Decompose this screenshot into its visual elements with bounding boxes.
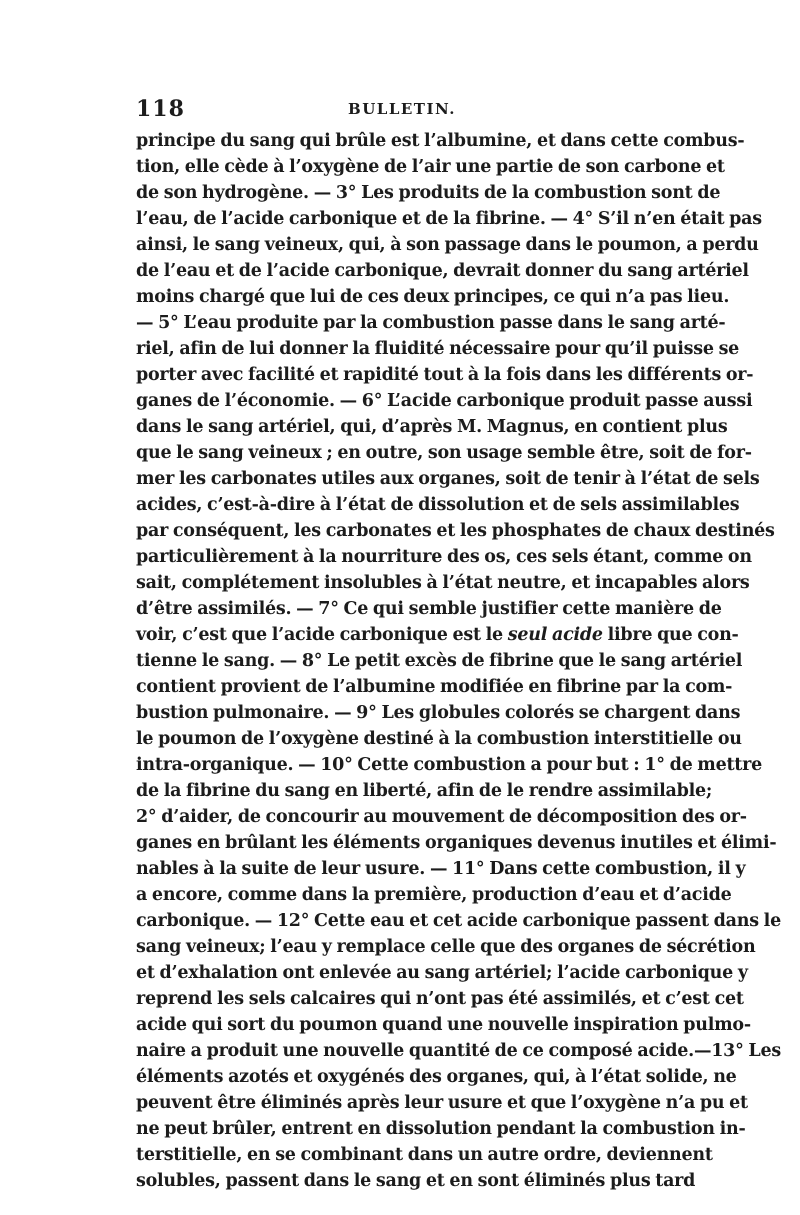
- text-line: et d’exhalation ont enlevée au sang artériel; l’acide carbonique y: [136, 963, 748, 983]
- text-line: l’eau, de l’acide carbonique et de la fibrine. — 4° S’il n’en était pas: [136, 209, 762, 229]
- text-line: d’être assimilés. — 7° Ce qui semble justifier cette manière de: [136, 599, 722, 619]
- text-line: tion, elle cède à l’oxygène de l’air une partie de son carbone et: [136, 157, 725, 177]
- text-segment: voir, c’est que l’acide carbonique est le: [136, 625, 508, 645]
- emphasized-text: seul acide: [507, 625, 603, 645]
- page-header: [136, 96, 668, 126]
- text-line: ainsi, le sang veineux, qui, à son passage dans le poumon, a perdu: [136, 235, 759, 255]
- text-line: principe du sang qui brûle est l’albumine, et dans cette combus-: [136, 131, 745, 151]
- text-line: carbonique. — 12° Cette eau et cet acide carbonique passent dans le: [136, 911, 781, 931]
- text-line: ne peut brûler, entrent en dissolution pendant la combustion in-: [136, 1119, 746, 1139]
- body-text: [136, 128, 781, 1194]
- text-line: 2° d’aider, de concourir au mouvement de décomposition des or-: [136, 807, 747, 827]
- text-line: de la fibrine du sang en liberté, afin de le rendre assimilable;: [136, 781, 713, 801]
- text-line: terstitielle, en se combinant dans un autre ordre, deviennent: [136, 1145, 713, 1165]
- text-line: par conséquent, les carbonates et les phosphates de chaux destinés: [136, 521, 775, 541]
- text-line: de l’eau et de l’acide carbonique, devrait donner du sang artériel: [136, 261, 749, 281]
- text-line: bustion pulmonaire. — 9° Les globules colorés se chargent dans: [136, 703, 741, 723]
- text-line: acides, c’est-à-dire à l’état de dissolution et de sels assimilables: [136, 495, 740, 515]
- text-line: de son hydrogène. — 3° Les produits de la combustion sont de: [136, 183, 721, 203]
- text-line: éléments azotés et oxygénés des organes, qui, à l’état solide, ne: [136, 1067, 737, 1087]
- text-line: a encore, comme dans la première, production d’eau et d’acide: [136, 885, 732, 905]
- text-line: mer les carbonates utiles aux organes, soit de tenir à l’état de sels: [136, 469, 760, 489]
- text-line: tienne le sang. — 8° Le petit excès de fibrine que le sang artériel: [136, 651, 743, 671]
- text-line: nables à la suite de leur usure. — 11° Dans cette combustion, il y: [136, 859, 746, 879]
- text-line: intra-organique. — 10° Cette combustion a pour but : 1° de mettre: [136, 755, 762, 775]
- text-line: ganes de l’économie. — 6° L’acide carbonique produit passe aussi: [136, 391, 753, 411]
- text-line: dans le sang artériel, qui, d’après M. Magnus, en contient plus: [136, 417, 728, 437]
- text-line: ganes en brûlant les éléments organiques devenus inutiles et élimi-: [136, 833, 777, 853]
- text-line: acide qui sort du poumon quand une nouvelle inspiration pulmo-: [136, 1015, 751, 1035]
- text-line: peuvent être éliminés après leur usure et que l’oxygène n’a pu et: [136, 1093, 748, 1113]
- text-line: — 5° L’eau produite par la combustion passe dans le sang arté-: [136, 313, 726, 333]
- text-line: solubles, passent dans le sang et en sont éliminés plus tard: [136, 1171, 696, 1191]
- text-line: naire a produit une nouvelle quantité de ce composé acide.—13° Les: [136, 1041, 781, 1061]
- text-line: riel, afin de lui donner la fluidité nécessaire pour qu’il puisse se: [136, 339, 740, 359]
- running-head: BULLETIN.: [348, 100, 456, 118]
- text-segment: libre que con-: [602, 625, 739, 645]
- text-line: que le sang veineux ; en outre, son usage semble être, soit de for-: [136, 443, 752, 463]
- page-number: 118: [136, 96, 185, 122]
- text-line: sait, complétement insolubles à l’état neutre, et incapables alors: [136, 573, 750, 593]
- text-line: particulièrement à la nourriture des os, ces sels étant, comme on: [136, 547, 752, 567]
- text-line: contient provient de l’albumine modifiée en fibrine par la com-: [136, 677, 733, 697]
- text-line: moins chargé que lui de ces deux principes, ce qui n’a pas lieu.: [136, 287, 730, 307]
- text-line: sang veineux; l’eau y remplace celle que des organes de sécrétion: [136, 937, 756, 957]
- text-line-with-emphasis: [136, 622, 739, 648]
- text-line: le poumon de l’oxygène destiné à la combustion interstitielle ou: [136, 729, 742, 749]
- text-line: porter avec facilité et rapidité tout à la fois dans les différents or-: [136, 365, 754, 385]
- text-line: reprend les sels calcaires qui n’ont pas été assimilés, et c’est cet: [136, 989, 744, 1009]
